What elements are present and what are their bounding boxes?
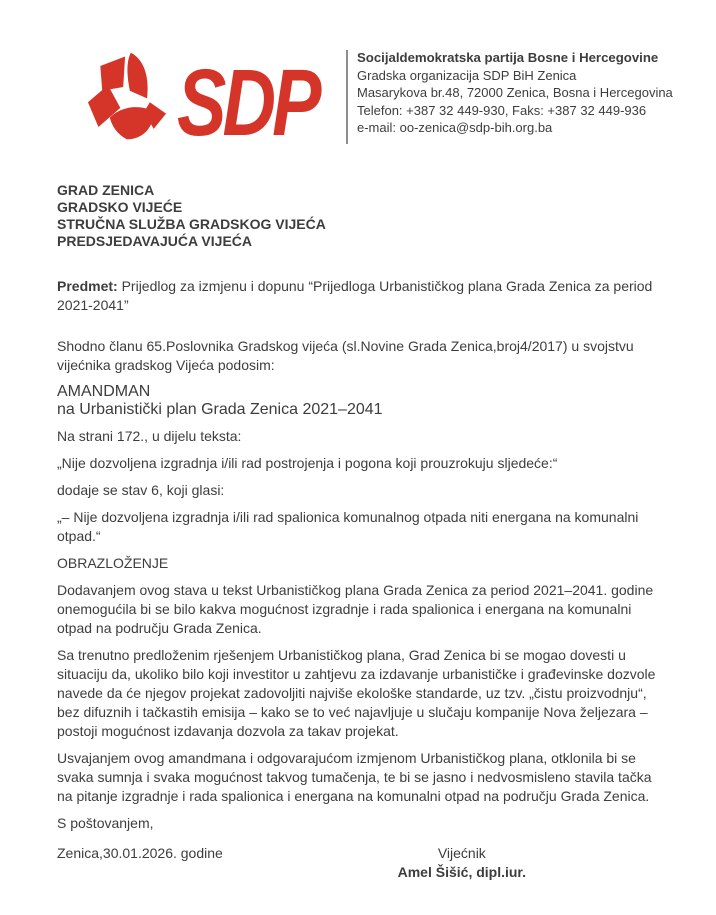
rationale-paragraph: Sa trenutno predloženim rješenjem Urbanističkog plana, Grad Zenica bi se mogao dovesti u situaciju da, ukoliko bilo koji investitor u zahtjevu za izdavanje urbanističke i građevinske dozvole navede da će njegov projekat zadovoljiti najviše ekološke standarde, uz tzv. „čistu proizvodnju“, bez difuznih i tačkastih emisija – kako se to već najavljuje u slučaju kompanije Nova željezara – postoji mogućnost izdavanja dozvola za takav projekat.: [57, 647, 656, 739]
org-phone: Telefon: +387 32 449-930, Faks: +387 32 449-936: [357, 102, 647, 118]
addition-intro: dodaje se stav 6, koji glasi:: [57, 482, 225, 498]
sdp-rose-icon: [87, 48, 167, 145]
amendment-title: AMANDMAN: [57, 383, 151, 400]
sdp-logo-text: SDP: [177, 50, 318, 156]
org-unit: Gradska organizacija SDP BiH Zenica: [357, 67, 577, 83]
date-place: Zenica,30.01.2026. godine: [57, 845, 223, 861]
letter-body: [57, 337, 666, 833]
rationale-paragraph: Dodavanjem ovog stava u tekst Urbanističkog plana Grada Zenica za period 2021–2041. godine onemogućila bi se bilo kakva mogućnost izgradnje i rada spalionica i energana na komunalni otpad na području Grada Zenica.: [57, 582, 654, 636]
recipient-line: GRADSKO VIJEĆE: [57, 199, 183, 215]
recipient-line: GRAD ZENICA: [57, 182, 155, 198]
added-clause: „– Nije dozvoljena izgradnja i/ili rad spalionica komunalnog otpada niti energana na komunalni otpad.“: [57, 509, 639, 544]
org-address: Masarykova br.48, 72000 Zenica, Bosna i Hercegovina: [357, 85, 673, 100]
quoted-plan-text: „Nije dozvoljena izgradnja i/ili rad postrojenja i pogona koji prouzrokuju sljedeće:“: [57, 455, 558, 471]
closing-line: S poštovanjem,: [57, 815, 154, 831]
signature-name: Amel Šišić, dipl.iur.: [397, 864, 526, 880]
org-info-block: [357, 48, 673, 137]
rationale-paragraph: Usvajanjem ovog amandmana i odgovarajućom izmjenom Urbanističkog plana, otklonila bi se svaka sumnja i svaka mogućnost takvog tumačenja, te bi se jasno i nedvosmisleno stavila tačka na pitanje izgradnje i rada spalionica i energana na komunalni otpad na području Grada Zenica.: [57, 750, 652, 804]
signature-row: [57, 844, 666, 882]
recipient-line: STRUČNA SLUŽBA GRADSKOG VIJEĆA: [57, 216, 326, 232]
recipient-block: [57, 182, 666, 250]
subject-text: Prijedlog za izmjenu i dopunu “Prijedloga Urbanističkog plana Grada Zenica za period 2021-2041”: [57, 278, 653, 313]
intro-paragraph: Shodno članu 65.Poslovnika Gradskog vijeća (sl.Novine Grada Zenica,broj4/2017) u svojstvu vijećnika gradskog Vijeća podosim:: [57, 338, 634, 373]
recipient-line: PREDSJEDAVAJUĆA VIJEĆA: [57, 233, 253, 249]
amendment-subtitle: na Urbanistički plan Grada Zenica 2021–2041: [57, 401, 383, 418]
signature-block: [398, 844, 526, 882]
signature-role: Vijećnik: [437, 845, 486, 861]
subject-line: [57, 277, 666, 315]
subject-label: Predmet:: [57, 278, 118, 294]
rationale-heading: OBRAZLOŽENJE: [57, 555, 169, 571]
org-email: e-mail: oo-zenica@sdp-bih.org.ba: [357, 120, 553, 135]
location-line: Na strani 172., u dijelu teksta:: [57, 428, 242, 444]
org-name: Socijaldemokratska partija Bosne i Hercegovine: [357, 50, 659, 65]
sdp-logo: [87, 48, 319, 156]
letterhead-divider: [346, 50, 348, 144]
letterhead: [87, 48, 673, 156]
